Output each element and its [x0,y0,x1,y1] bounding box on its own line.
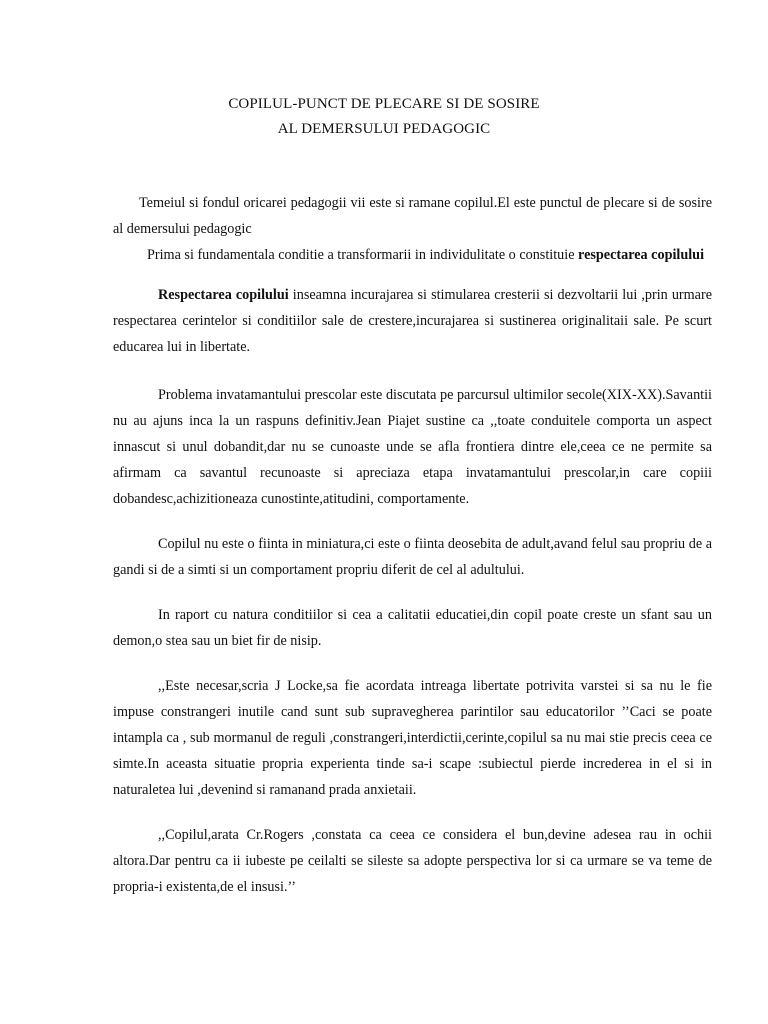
paragraph-7: ,,Este necesar,scria J Locke,sa fie acordata intreaga libertate potrivita varstei si sa nu le fie impuse constrangeri inutile cand sunt sub supravegherea parintilor sau educatorilor ’’Caci se poate intampla ca , sub mormanul de reguli ,constrangeri,interdictii,cerinte,copilul sa nu mai stie precis ceea ce simte.In aceasta situatie propria experienta tinde sa-i scape :subiectul pierde increderea in el si in naturaletea lui ,devenind si ramanand prada anxietaii. [113,678,712,798]
paragraph-3-text: inseamna incurajarea si stimularea cresterii si dezvoltarii lui ,prin urmare respectarea cerintelor si conditiilor sale de crestere,incurajarea si sustinerea originalitaii sale. Pe scurt educarea lui in libertate. [113,287,712,355]
paragraph-2 [113,242,712,268]
paragraph-5: Copilul nu este o fiinta in miniatura,ci este o fiinta deosebita de adult,avand felul sau propriu de a gandi si de a simti si un comportament propriu diferit de cel al adultului. [113,536,712,578]
paragraph-1: Temeiul si fondul oricarei pedagogii vii este si ramane copilul.El este punctul de plecare si de sosire al demersului pedagogic [113,195,712,237]
paragraph-6: In raport cu natura conditiilor si cea a calitatii educatiei,din copil poate creste un sfant sau un demon,o stea sau un biet fir de nisip. [113,607,712,649]
paragraph-3 [113,282,712,360]
paragraph-8: ,,Copilul,arata Cr.Rogers ,constata ca ceea ce considera el bun,devine adesea rau in ochii altora.Dar pentru ca ii iubeste pe ceilalti se sileste sa adopte perspectiva lor si ca urmare se va teme de propria-i existenta,de el insusi.’’ [113,827,712,895]
paragraph-2-text: Prima si fundamentala conditie a transformarii in individulitate o constituie [147,247,579,263]
title-line-2: AL DEMERSULUI PEDAGOGIC [277,121,491,137]
paragraph-2-bold: respectarea copilului [578,247,705,263]
paragraph-4: Problema invatamantului prescolar este discutata pe parcursul ultimilor secole(XIX-XX).Savantii nu au ajuns inca la un raspuns definitiv.Jean Piajet sustine ca ,,toate conduitele comporta un aspect innascut si unul dobandit,dar nu se cunoaste unde se afla frontiera dintre ele,ceea ce ne permite sa afirmam ca savantul recunoaste si apreciaza etapa invatamantului prescolar,in care copiii dobandesc,achizitioneaza cunostinte,atitudini, comportamente. [113,387,712,507]
paragraph-3-bold: Respectarea copilului [158,287,289,303]
document-title [0,92,768,142]
title-line-1: COPILUL-PUNCT DE PLECARE SI DE SOSIRE [228,96,540,112]
document-body [113,190,712,900]
